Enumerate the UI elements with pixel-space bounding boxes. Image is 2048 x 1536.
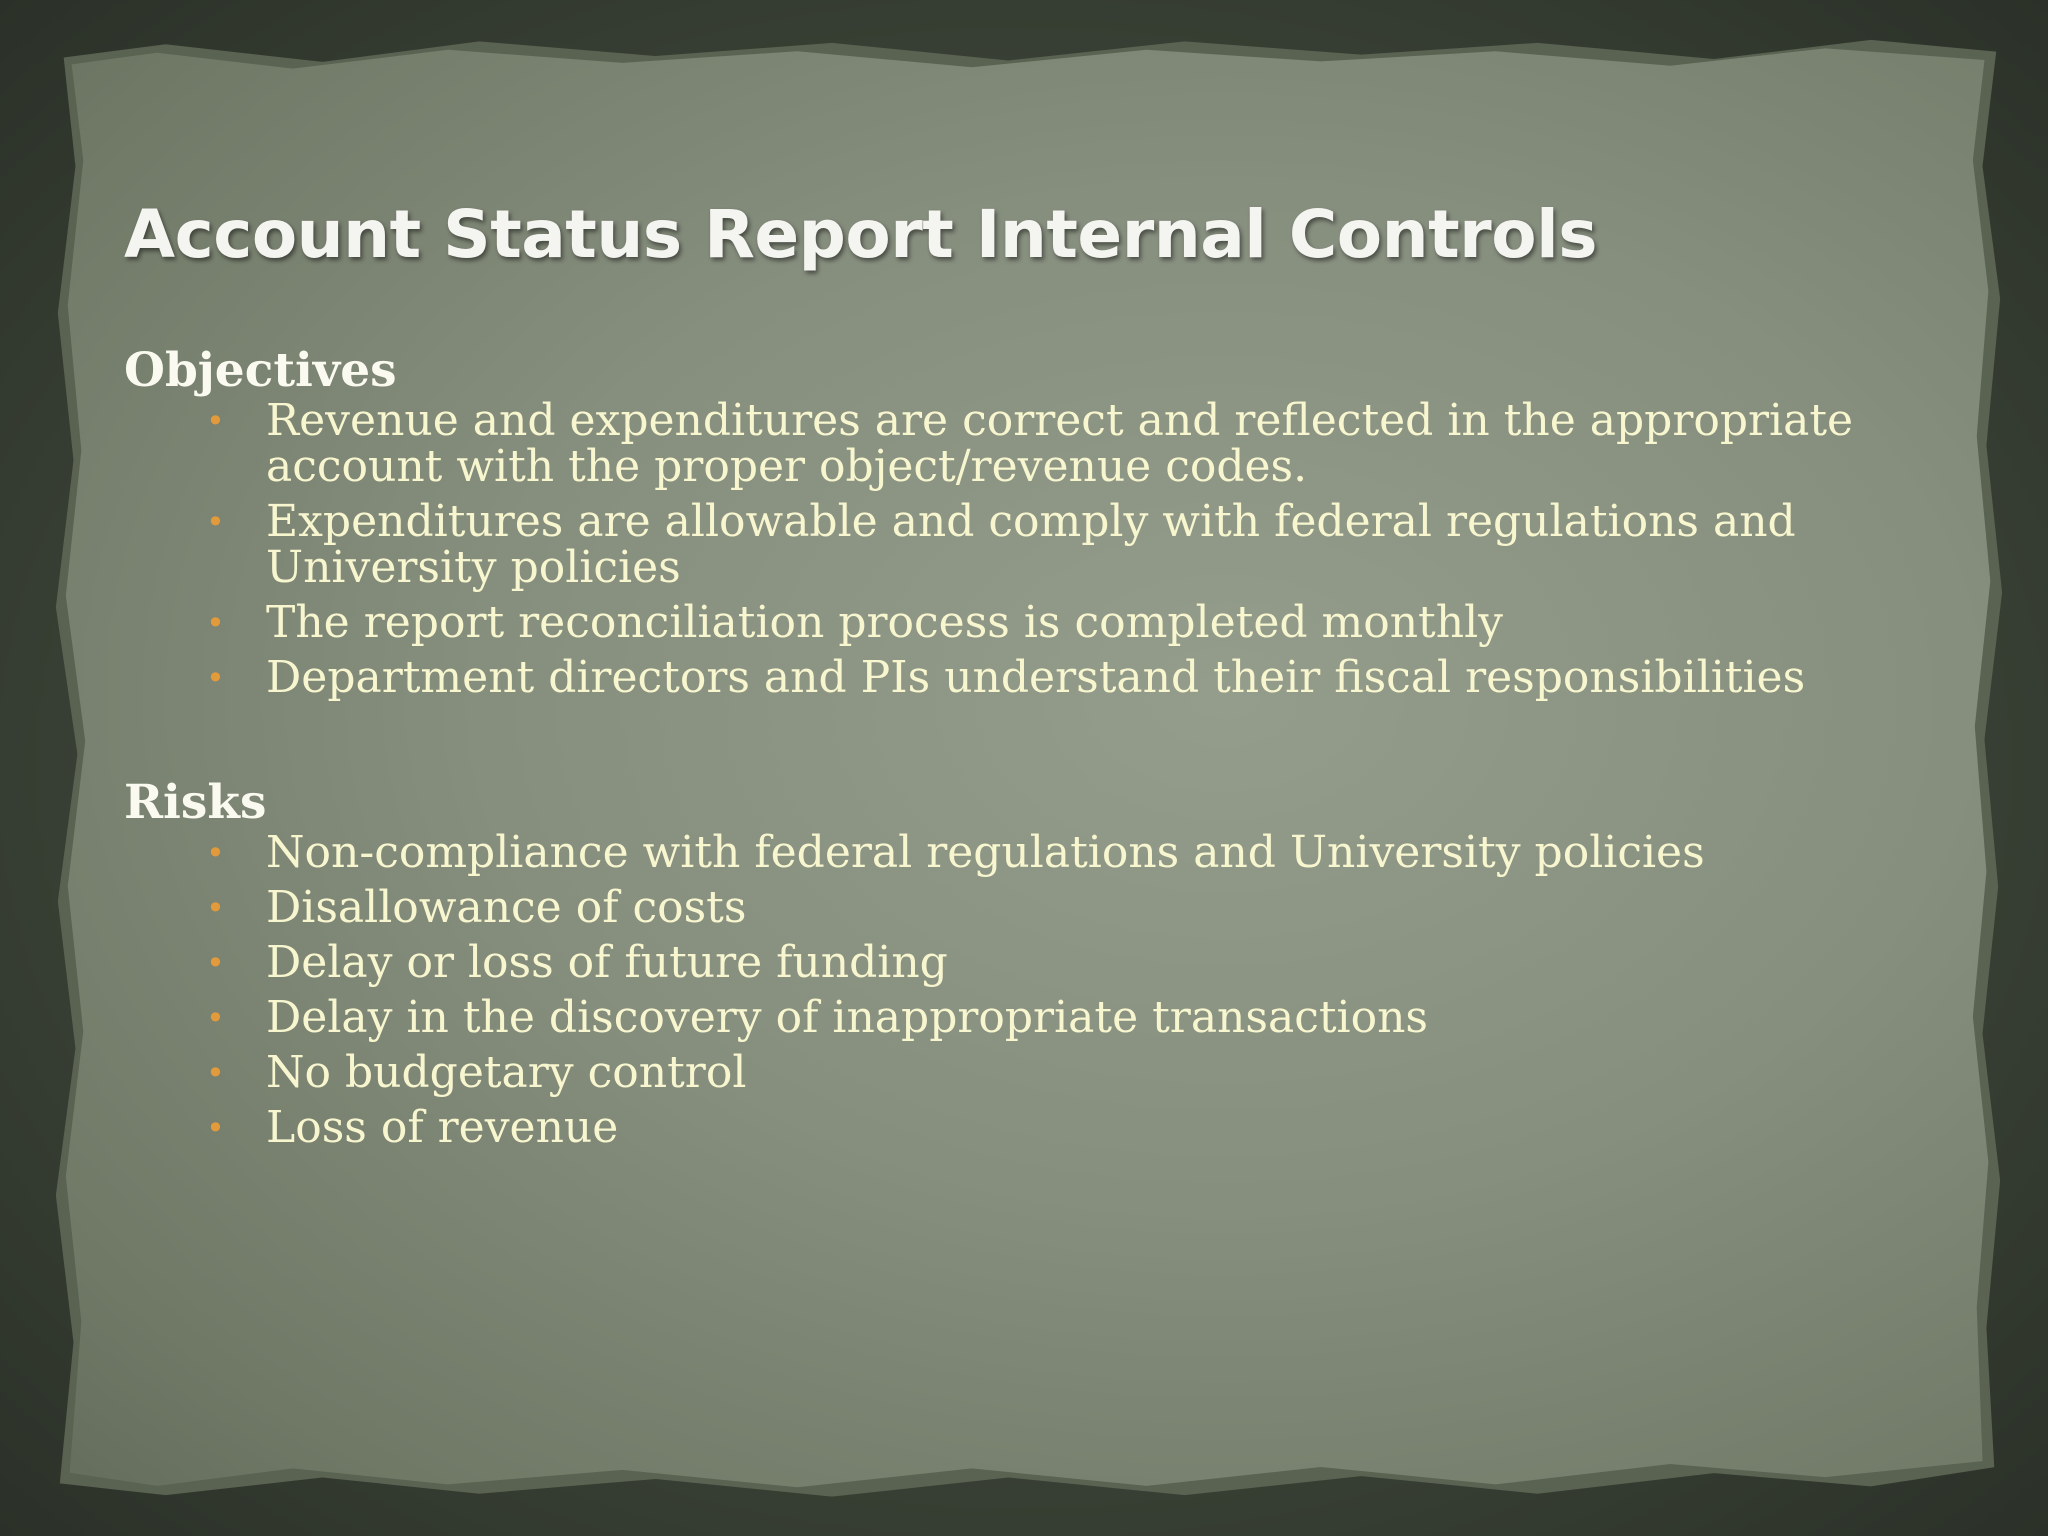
slide-body [124,344,1924,1160]
section-heading-objectives: Objectives [124,343,397,398]
section-heading-risks: Risks [124,775,267,830]
list-item [206,882,1924,933]
bullet-icon: • [206,604,225,642]
section-spacer [124,710,1924,776]
bullet-icon: • [206,659,225,697]
list-item [206,496,1924,593]
objectives-list [124,395,1924,703]
bullet-icon: • [206,999,225,1037]
bullet-icon: • [206,1054,225,1092]
list-item [206,827,1924,878]
list-item [206,395,1924,492]
bullet-icon: • [206,1109,225,1147]
slide-title: Account Status Report Internal Controls [124,196,1597,273]
list-item-text: No budgetary control [266,1047,747,1098]
bullet-icon: • [206,834,225,872]
list-item-text: Department directors and PIs understand their fiscal responsibilities [266,652,1806,703]
list-item [206,652,1924,703]
list-item-text: Delay or loss of future funding [266,937,948,988]
bullet-icon: • [206,503,225,541]
bullet-icon: • [206,402,225,440]
list-item [206,937,1924,988]
list-item-text: Non-compliance with federal regulations and University policies [266,827,1705,878]
list-item [206,1047,1924,1098]
list-item [206,992,1924,1043]
list-item-text: Loss of revenue [266,1102,619,1153]
risks-list [124,827,1924,1153]
list-item-text: Expenditures are allowable and comply with federal regulations and University policies [266,496,1796,593]
list-item [206,1102,1924,1153]
bullet-icon: • [206,944,225,982]
list-item-text: Revenue and expenditures are correct and reflected in the appropriate account with the proper object/revenue codes. [266,395,1854,492]
bullet-icon: • [206,889,225,927]
list-item-text: The report reconciliation process is completed monthly [266,597,1504,648]
list-item-text: Delay in the discovery of inappropriate transactions [266,992,1429,1043]
list-item-text: Disallowance of costs [266,882,747,933]
list-item [206,597,1924,648]
